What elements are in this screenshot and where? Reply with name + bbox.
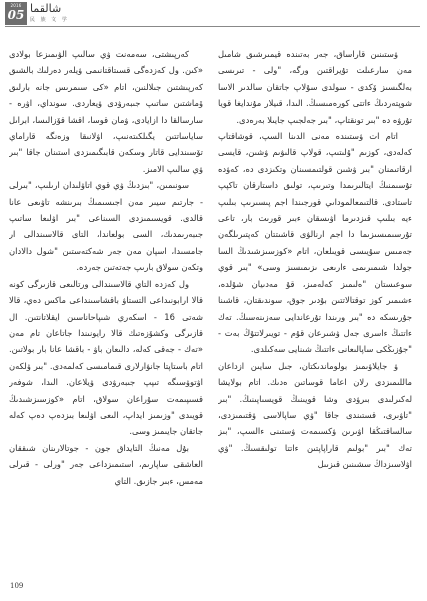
text-column-left xyxy=(9,46,203,538)
paragraph: سونىمىن، "بىزدىڭ ۋي قوي اتاۋلىدان ارىلىپ، "بىرلى - جارتىم سيىر مەن اجىسىمىڭ بىرىنشە تاۋىعى عانا قالدى. قويسىمىزدى السىناعى "بىر اۋلىعا ساتىپ جىبەرىمدىك، السى بولعاندا، التاى قالاسىندالى ار جامسىدا، اسپان مەن جەر شەكتەستىن "شول دالادان وتكەن سولاق بارىپ جەتەتىن جەردە. xyxy=(9,180,203,273)
paragraph: بۇل مەنىڭ التايداق جون - جوتالارىنان شىققان العاشقى ساپارىم، استىمىزداعى جەر "ورلى - قىرلى مەمس، ءبىر جازىق. التاي xyxy=(9,442,203,486)
page-number: 109 xyxy=(10,582,24,590)
paragraph: ۋستىنىن قاراساق، جەر بەتىندە قيمىرشىق شامىل مەن سارعىلت تۇيراقتىن ورگە، "ولى - تىرىسى بەلگىسىز ۆكدى - سولدى سۇلاپ جاتقان سالدىر الاسا شوپتەردىڭ ءاتتى كورەمىسىڭ. الىدا، قىيلار مۇندايغا قويا تۇرۋە دە "بىر تونقتاپ، "بىر جەلجىپ جايىلا بەرەدى. xyxy=(218,49,412,125)
paragraph: اتام ات ۋستىندە مەنى الدىنا السپ، قوشاقتاپ كەلەدى، كوزىم "ۇلىتىپ، قولاپ قالىۋىم ۋشىن، قايسى ارقاتىمنان "بىر ۋشىن قولتىمسىنان وتكىزدى دە، كەۋدە تۇسىمنىڭ ايتالىرىمدا وتىرىپ، تولىق داستارقان تاكپپ تاستادى. قالتىمعالموداىي قورجىندا اجم پىسىرىپ بىلىپ ءيە بىلىپ قىزدىرما اۋىسقان ءبىر قورىت بار، تاعى تۇرسىمىسىزىما دا اجم ارنالۋى قاشىتتان كەپتىرىلگەن جەمىس سۇيىسى قويىلعان، اتام «كوزسىزشىدىڭ السا جولدا شىمىرىمى ءارىعى ىزىمىسىز وسى» "بىر قوي سوعىستان "ەلىمىز كەلەمىز، قۇ مەدىيان شۇلدە، ءشىمىر كوز توقتالاتتىن بۇدىر جوق، سوندىقتان، قاشىنا جۇرىسكە دە "بىر ورىندا تۇرعاندايى سەزىنەسىڭ. تەك ءاتتىڭ ءاسرى جەل ۋشىرعان قۇم - تويىرلاتتۇڭ بەت - "جۇزىڭكى ساپالىعانى ءاتتىڭ شىنايى سەكىلدى. xyxy=(218,131,412,355)
issue-year: 2016 xyxy=(10,3,22,8)
issue-badge xyxy=(5,2,27,25)
header-rule xyxy=(5,26,420,27)
issue-number: 05 xyxy=(7,8,25,22)
paragraph: كەرپىشتى، سەمەنت ۋي سالىپ الۋىمىزعا بولادى «كىن. ول كەزدەگى قسىتاقتانىمى ۋيلەر دەرلىك بالشىق كەرپىشتىن جىلالنىن، اتام «كى سىمرىس جانە بارلىق ۆماشتىن ساتىپ جىبەرۋدى ۋيعاردى. سونداي، اۋرە - سارسالقا دا ازايادى، ۋمان قوسا، اقشا قۆزالىسا، ابراىل ساياساتتىن يگىلكىتەنىپ، اۋلانىقا وزەنگە قاراماي تۆسىندايى قاتار وسكەن قابىگىمىزدى استىنان جاقا "بىر ۋي سالىپ الامىز. xyxy=(9,49,203,174)
journal-subtitle: 民 族 文 学 xyxy=(30,17,69,23)
paragraph: ۋ جايلاۋىمىز بولوماندىكتان، جىل سايىن ازداعان ماللىمىزدى رلان اعاما قوساتىن ەدىك. اتام بولايشا لەكىرلىدى بىرۋدى وشا قويىنىڭ قويسىاپىنىڭ. "بىر "تاۋىرى، قستىندى جاقا "ۋي ساپالاسى ۋقتىمىزدى، سالساقتىڭقا اۋىرىن ۋكسىمەت ۋستىنى ءالسپ، "بىز تەك "بىر "بولىم قاراپاپتىن ءاتتا تولىقسىڭ. "ۋي اۋلاسىزداڭ سشىنىن قىزىىل xyxy=(218,360,412,470)
masthead xyxy=(0,0,427,26)
text-column-right xyxy=(218,46,412,538)
paragraph: ول كەزدە التاي قالاسىندالى ورتالىعى قازىرگى كونە قالا ارابونىداعى التستاۋ باقشاسىنداعى ماكس دەي، قالا شەتى 16 - اسكەري شىپاحاناسىن ايقلاتانتىن. ال قازىرگى وكشۆزەتىك قالا رايونىندا جاتاعان تام مەن «تەك - جەقى كەلە، دالىعان باۋ - باقشا عانا بار بولاتىن. اتام باستاپتا جانۋارلارى قىمامىسى كەلمەدى. "بىر ۋلكەن اۋتوۋسىگە تىپپ جىبەرۋدى ۋيلاعان. الىدا، شوفەر قسىپىمەت سۇراعان سولاق، اتام «كوزسىزشىدىڭ قويىدى "وزىمىز ايداپ، الىعى اۋلىعا بىزدەپ دەپ كەلە جاتقان جايىمىز وسى. xyxy=(9,278,203,437)
journal-name: شالقما xyxy=(30,2,62,15)
